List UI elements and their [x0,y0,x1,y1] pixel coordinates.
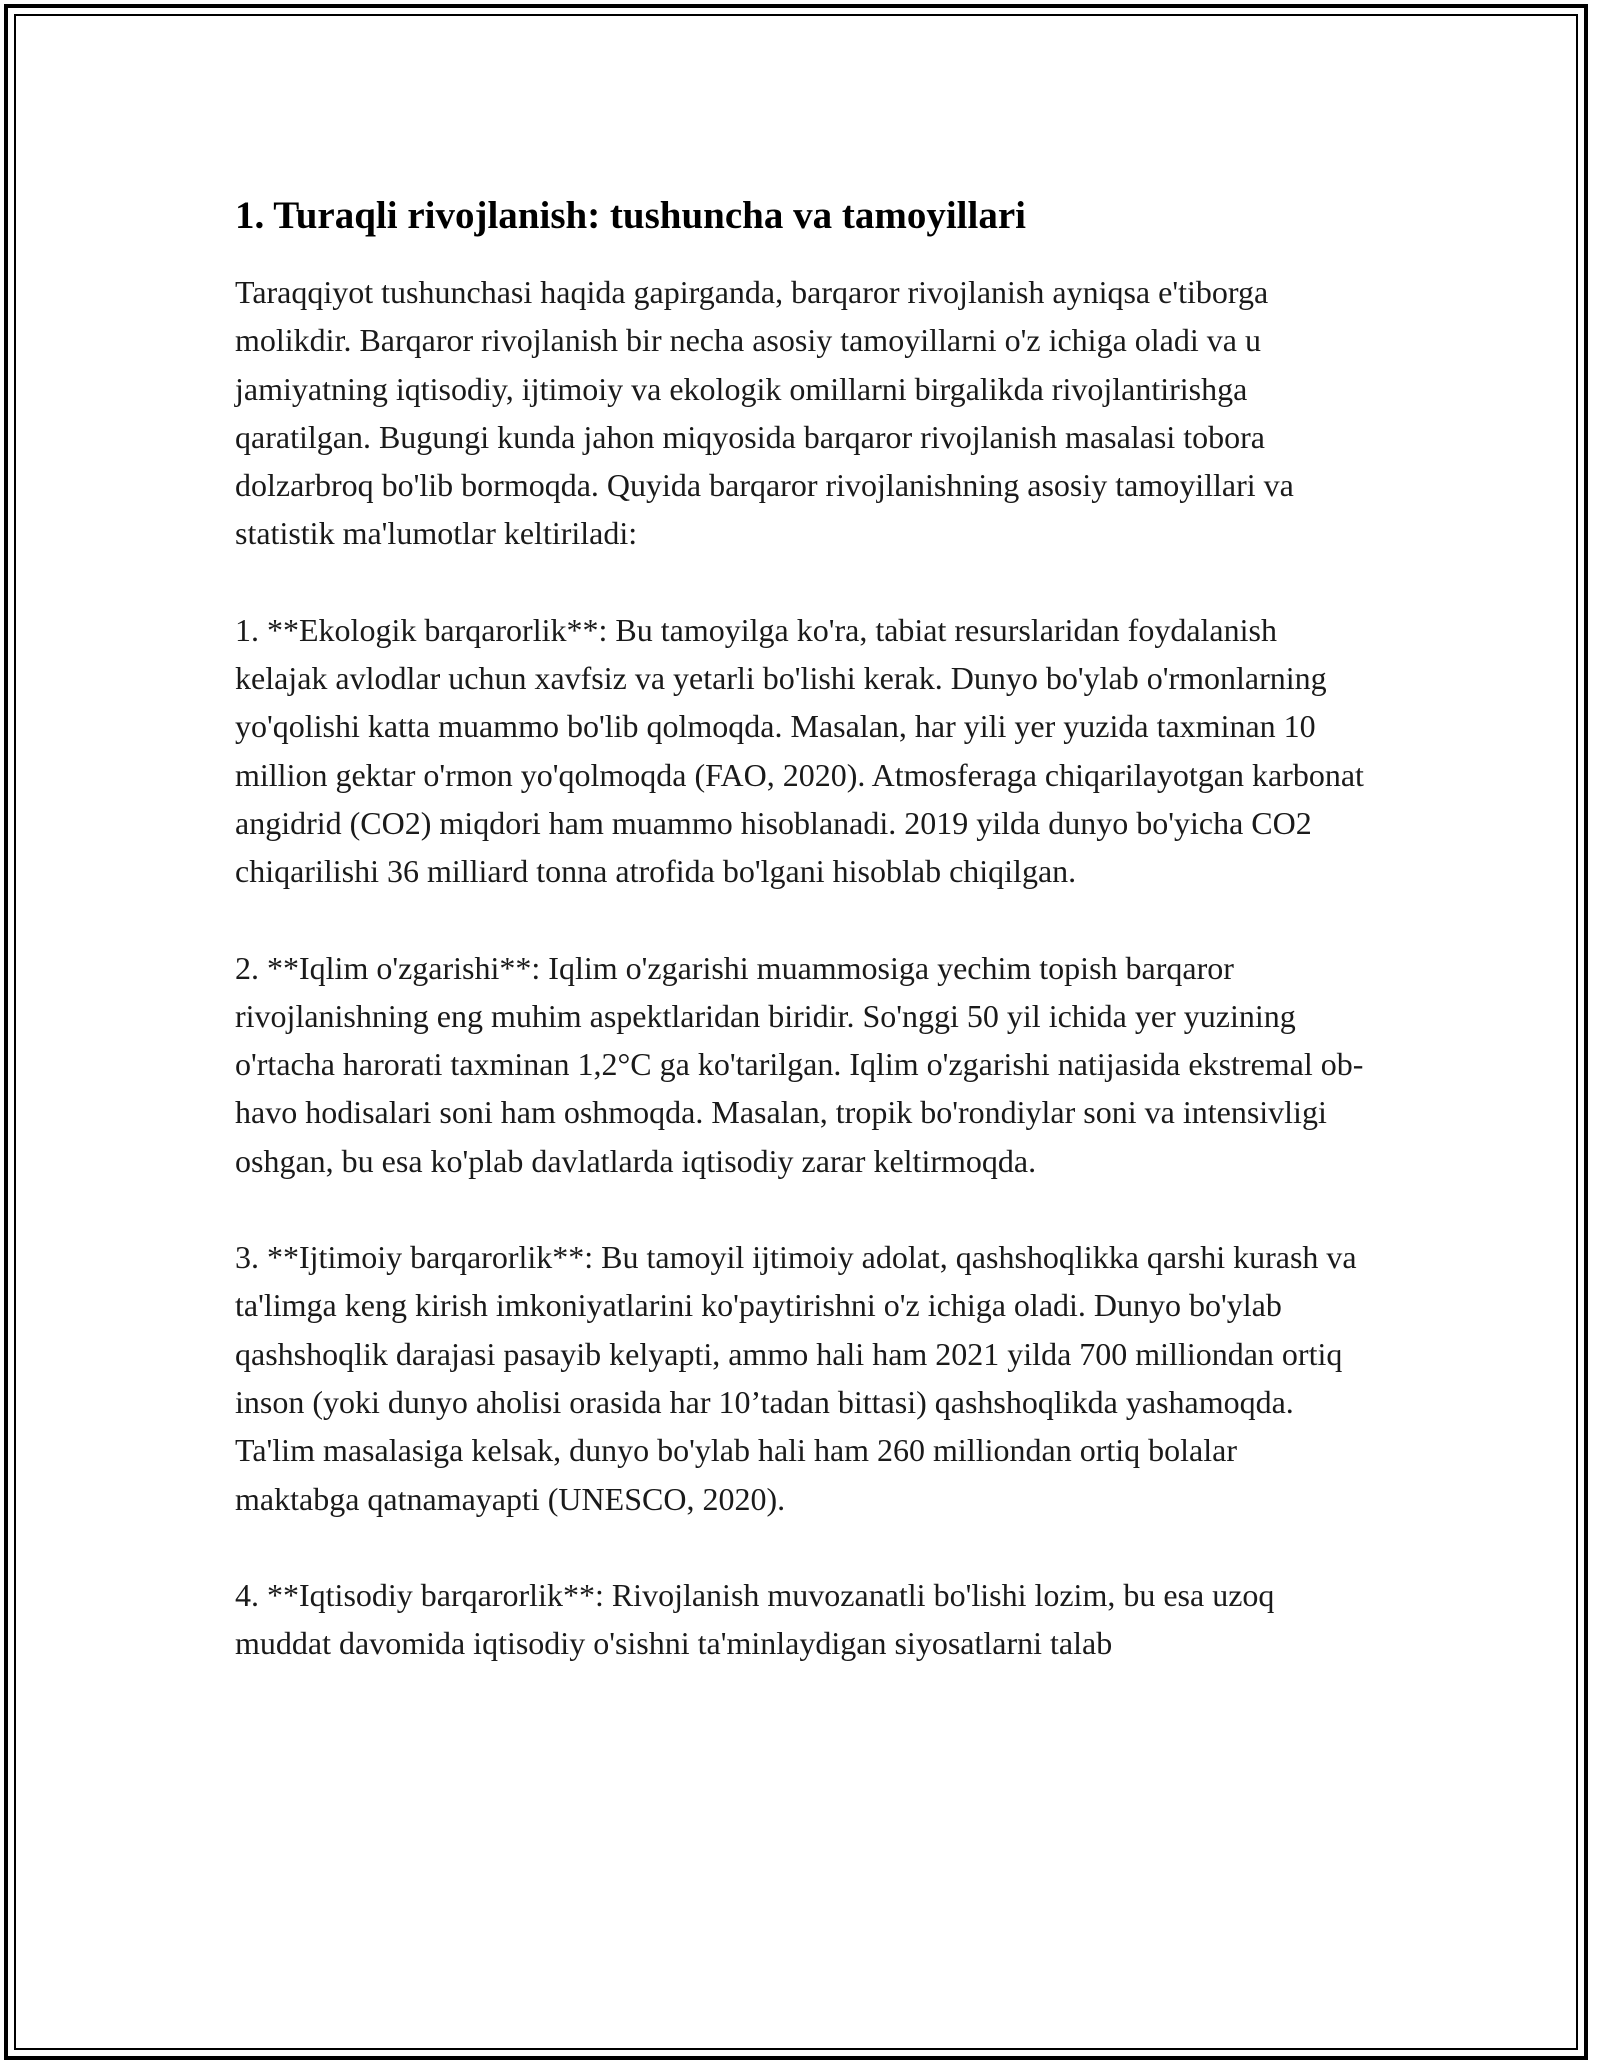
section-heading: 1. Turaqli rivojlanish: tushuncha va tamoyillari [235,194,1026,237]
paragraph-economic-sustainability: 4. **Iqtisodiy barqarorlik**: Rivojlanish muvozanatli bo'lishi lozim, bu esa uzoq muddat davomida iqtisodiy o'sishni ta'minlaydigan siyosatlarni talab [235,1576,1275,1662]
paragraph-climate-change: 2. **Iqlim o'zgarishi**: Iqlim o'zgarishi muammosiga yechim topish barqaror rivojlanishning eng muhim aspektlaridan biridir. So'nggi 50 yil ichida yer yuzining o'rtacha harorati taxminan 1,2°C ga ko'tarilgan. Iqlim o'zgarishi natijasida ekstremal ob-havo hodisalari soni ham oshmoqda. Masalan, tropik bo'rondiylar soni va intensivligi oshgan, bu esa ko'plab davlatlarda iqtisodiy zarar keltirmoqda. [235,949,1364,1179]
paragraph-ecological-sustainability: 1. **Ekologik barqarorlik**: Bu tamoyilga ko'ra, tabiat resurslaridan foydalanish kelajak avlodlar uchun xavfsiz va yetarli bo'lishi kerak. Dunyo bo'ylab o'rmonlarning yo'qolishi katta muammo bo'lib qolmoqda. Masalan, har yili yer yuzida taxminan 10 million gektar o'rmon yo'qolmoqda (FAO, 2020). Atmosferaga chiqarilayotgan karbonat angidrid (CO2) miqdori ham muammo hisoblanadi. 2019 yilda dunyo bo'yicha CO2 chiqarilishi 36 milliard tonna atrofida bo'lgani hisoblab chiqilgan. [235,611,1364,890]
paragraph-social-sustainability: 3. **Ijtimoiy barqarorlik**: Bu tamoyil ijtimoiy adolat, qashshoqlikka qarshi kurash va ta'limga keng kirish imkoniyatlarini ko'paytirishni o'z ichiga oladi. Dunyo bo'ylab qashshoqlik darajasi pasayib kelyapti, ammo hali ham 2021 yilda 700 milliondan ortiq inson (yoki dunyo aholisi orasida har 10’tadan bittasi) qashshoqlikda yashamoqda. Ta'lim masalasiga kelsak, dunyo bo'ylab hali ham 260 milliondan ortiq bolalar maktabga qatnamayapti (UNESCO, 2020). [235,1239,1357,1517]
intro-paragraph: Taraqqiyot tushunchasi haqida gapirganda, barqaror rivojlanish ayniqsa e'tiborga molikdir. Barqaror rivojlanish bir necha asosiy tamoyillarni o'z ichiga oladi va u jamiyatning iqtisodiy, ijtimoiy va ekologik omillarni birgalikda rivojlantirishga qaratilgan. Bugungi kunda jahon miqyosida barqaror rivojlanish masalasi tobora dolzarbroq bo'lib bormoqda. Quyida barqaror rivojlanishning asosiy tamoyillari va statistik ma'lumotlar keltiriladi: [235,274,1294,552]
document-body [235,188,1365,1715]
